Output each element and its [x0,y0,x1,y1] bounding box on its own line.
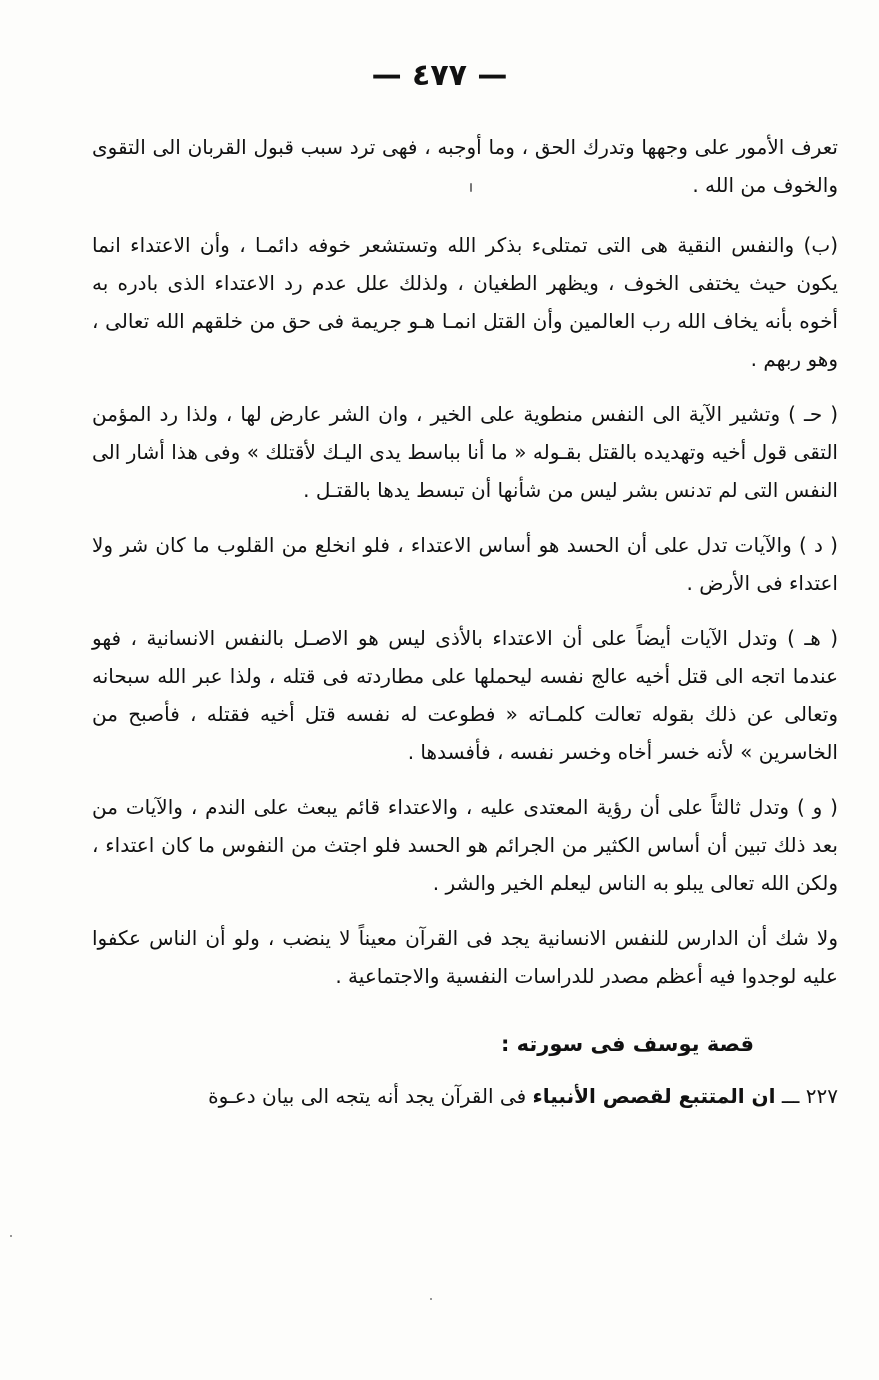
section-rest: فى القرآن يجد أنه يتجه الى بيان دعـوة [208,1084,527,1108]
section-bold-lead: ان المتتبع لقصص الأنبياء [532,1084,776,1108]
section-number: ٢٢٧ ـــ [781,1084,838,1108]
body-text [92,128,838,1115]
paragraph-3: ( حـ ) وتشير الآية الى النفس منطوية على الخير ، وان الشر عارض لها ، ولذا رد المؤمن التقى قول أخيه وتهديده بالقتل بقـوله « ما أنا بباسط يدى اليـك لأقتلك » وفى هذا أشار الى النفس التى لم تدنس بشر ليس من شأنها أن تبسط يدها بالقتـل . [92,402,838,502]
section-227-line [92,1077,838,1115]
paragraph-4: ( د ) والآيات تدل على أن الحسد هو أساس الاعتداء ، فلو انخلع من القلوب ما كان شر ولا اعتداء فى الأرض . [92,533,838,595]
paragraph-7: ولا شك أن الدارس للنفس الانسانية يجد فى القرآن معيناً لا ينضب ، ولو أن الناس عكفوا عليه لوجدوا فيه أعظم مصدر للدراسات النفسية والاجتماعية . [92,926,838,988]
scan-speck [430,1298,432,1300]
scan-speck [10,1235,12,1237]
paragraph-1: تعرف الأمور على وجهها وتدرك الحق ، وما أوجبه ، فهى ترد سبب قبول القربان الى التقوى والخوف من الله . [92,135,838,197]
paragraph-6: ( و ) وتدل ثالثاً على أن رؤية المعتدى عليه ، والاعتداء قائم يبعث على الندم ، والآيات من بعد ذلك تبين أن أساس الكثير من الجرائم هو الحسد فلو اجتث من النفوس ما كان اعتداء ، ولكن الله تعالى يبلو به الناس ليعلم الخير والشر . [92,795,838,895]
paragraph-5: ( هـ ) وتدل الآيات أيضاً على أن الاعتداء بالأذى ليس هو الاصـل بالنفس الانسانية ، فهو عندما اتجه الى قتل أخيه عالج نفسه ليحملها على مطاردته فى قتله ، ولذا عبر الله سبحانه وتعالى عن ذلك بقوله تعالت كلمـاته « فطوعت له نفسه قتل أخيه فقتله ، فأصبح من الخاسرين » لأنه خسر أخاه وخسر نفسه ، فأفسدها . [92,626,838,764]
paragraph-2: (ب) والنفس النقية هى التى تمتلىء بذكر الله وتستشعر خوفه دائمـا ، وأن الاعتداء انما يكون حيث يختفى الخوف ، ويظهر الطغيان ، ولذلك علل عدم رد الاعتداء الذى بادره به أخوه بأنه يخاف الله رب العالمين وأن القتل انمـا هـو جريمة فى حق من خلقهم الله تعالى ، وهو ربهم . [92,233,838,371]
scan-speck [470,183,472,192]
page-number: — ٤٧٧ — [371,58,508,93]
section-heading: قصة يوسف فى سورته : [500,1032,754,1056]
